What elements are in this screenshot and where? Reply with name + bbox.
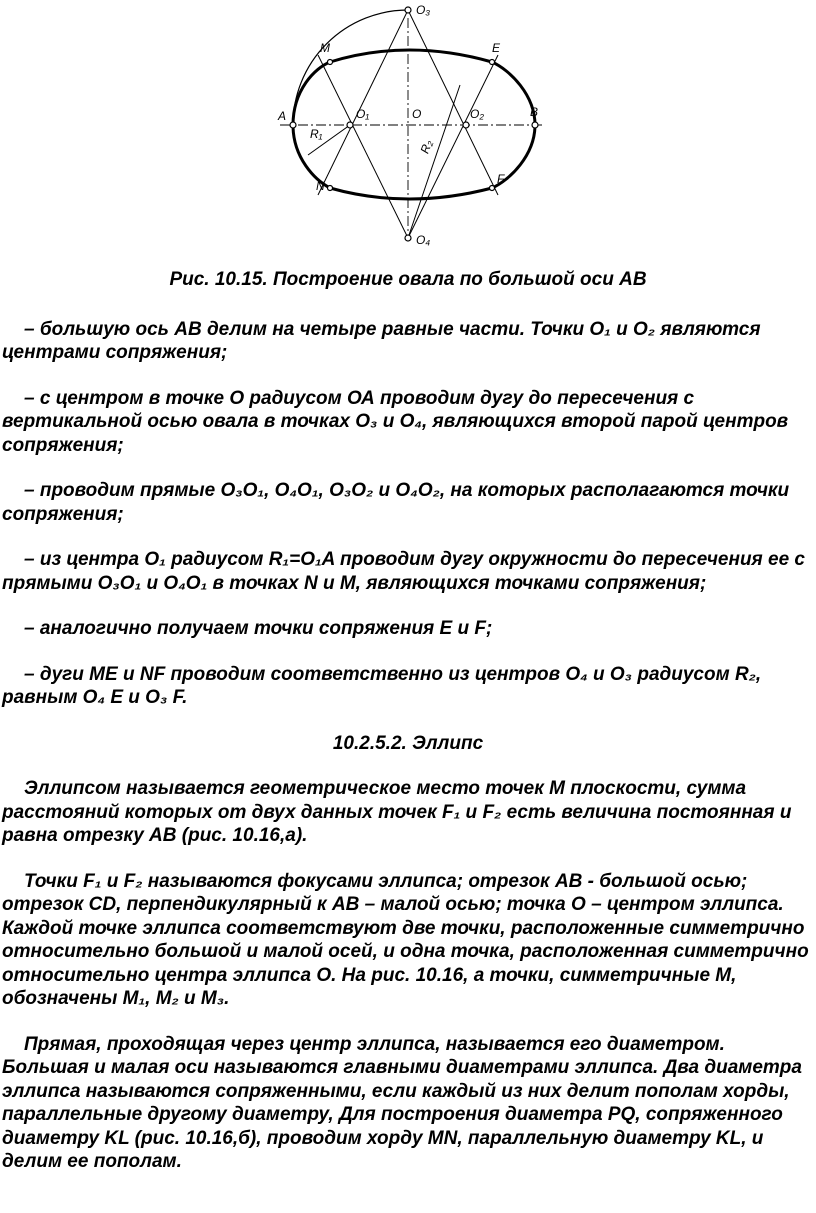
label-o1: O₁ [356, 107, 370, 121]
label-a: A [278, 109, 287, 123]
section-heading: 10.2.5.2. Эллипс [332, 732, 484, 754]
label-o4: O₄ [416, 233, 431, 247]
label-o2: O₂ [470, 107, 484, 121]
step-paragraph: – большую ось АВ делим на четыре равные части. Точки О₁ и О₂ являются центрами сопряжения; [2, 318, 761, 363]
step-paragraph: – дуги МЕ и NF проводим соответственно из центров О₄ и О₃ радиусом R₂, равным О₄ E и O₃ F. [2, 663, 762, 708]
label-f: F [497, 172, 505, 186]
label-r1: R₁ [310, 127, 323, 141]
text-content [0, 268, 816, 1196]
label-o3: O₃ [416, 3, 431, 17]
step-paragraph: – из центра О₁ радиусом R₁=O₁A проводим дугу окружности до пересечения ее с прямыми О₃О₁ и О₄О₁ в точках N и М, являющихся точками сопряжения; [2, 549, 805, 594]
label-o: O [412, 107, 422, 121]
body-paragraph: Эллипсом называется геометрическое место точек М плоскости, сумма расстояний которых от двух данных точек F₁ и F₂ есть величина постоянная и равна отрезку АВ (рис. 10.16,а). [2, 778, 792, 846]
label-b: B [530, 105, 539, 119]
label-n: N [316, 179, 325, 193]
label-m: M [320, 41, 330, 55]
step-paragraph: – проводим прямые О₃О₁, О₄О₁, О₃О₂ и О₄О₂, на которых располагаются точки сопряжения; [2, 480, 790, 525]
oval-construction-figure [260, 0, 560, 250]
body-paragraph: Прямая, проходящая через центр эллипса, называется его диаметром. Большая и малая оси называются главными диаметрами эллипса. Два диаметра эллипса называются сопряженными, если каждый из них делит пополам хорды, параллельные другому диаметру, Для построения диаметра PQ, сопряженного диаметру KL (рис. 10.16,б), проводим хорду MN, параллельную диаметру KL, и делим ее пополам. [2, 1033, 802, 1172]
step-paragraph: – аналогично получаем точки сопряжения Е и F; [24, 618, 493, 639]
arc-radius-oa [293, 10, 408, 125]
construction-lines [308, 10, 498, 238]
label-e: E [492, 41, 501, 55]
figure-caption: Рис. 10.15. Построение овала по большой оси АВ [169, 269, 647, 290]
step-paragraph: – с центром в точке О радиусом ОА проводим дугу до пересечения с вертикальной осью овала в точках О₃ и О₄, являющихся второй парой центров сопряжения; [2, 387, 789, 456]
label-r2: R₂ [417, 138, 436, 156]
body-paragraph: Точки F₁ и F₂ называются фокусами эллипса; отрезок АВ - большой осью; отрезок CD, перпендикулярный к АВ – малой осью; точка О – центром эллипса. Каждой точке эллипса соответствуют две точки, расположенные симметрично относительно большой и малой осей, и одна точка, расположенная симметрично относительно центра эллипса О. На рис. 10.16, а точки, симметричные М, обозначены М₁, М₂ и М₃. [2, 870, 809, 1009]
oval-construction-drawing [260, 0, 560, 250]
